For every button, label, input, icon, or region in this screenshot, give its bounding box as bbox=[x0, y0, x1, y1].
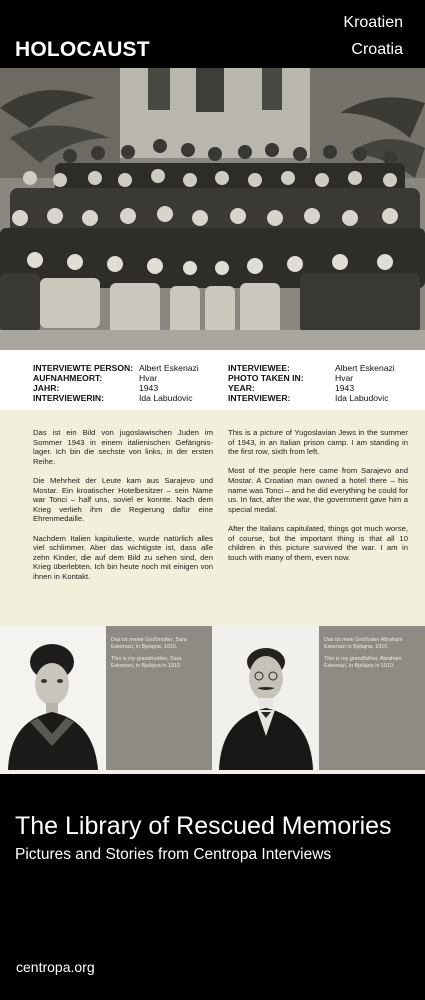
story-paragraph: After the Italians capitulated, things got much worse, of course, but the important thing is that all 10 children in this picture survived the war. I am in touch with many of them, even now. bbox=[228, 523, 408, 562]
caption-en: This is my grandmother, Sara Eskenazi, in Bjelajna in 1910. bbox=[111, 656, 182, 669]
story-section bbox=[0, 410, 425, 626]
grandfather-portrait bbox=[213, 626, 319, 770]
footer bbox=[0, 774, 425, 1000]
country-label-de: Kroatien bbox=[343, 14, 403, 31]
info-value: Hvar bbox=[139, 373, 158, 383]
story-paragraph: This is a picture of Yugoslavian Jews in the summer of 1943, in an Italian prison camp. I am standing in the first row, sixth from left. bbox=[228, 428, 408, 457]
story-paragraph: Most of the people here came from Sarajevo and Mostar. A Croatian man owned a hotel there – his name was Tonci – and he did everything he could for us. In fact, after the war, the government gave him a special medal. bbox=[228, 466, 408, 514]
website-link[interactable]: centropa.org bbox=[16, 959, 95, 975]
caption-de: Das ist mein Großvater Abraham Eskenazi in Bjelajna, 1910. bbox=[324, 637, 403, 650]
footer-subtitle: Pictures and Stories from Centropa Interviews bbox=[15, 846, 332, 863]
grandmother-caption bbox=[106, 626, 212, 770]
story-paragraph: Die Mehrheit der Leute kam aus Sarajevo und Mostar. Ein kroatischer Hotelbesitzer – sein Name war Tonci – half uns, soviel er konnte. Nach dem Krieg verlieh ihm die Regierung dafür eine Ehrenmedaille. bbox=[33, 475, 213, 524]
info-label: YEAR: bbox=[228, 383, 255, 393]
story-text-de bbox=[33, 428, 213, 591]
group-photo bbox=[0, 68, 425, 350]
info-value: Ida Labudovic bbox=[335, 393, 389, 403]
header bbox=[0, 0, 425, 68]
info-label: INTERVIEWTE PERSON: bbox=[33, 363, 134, 373]
info-label: AUFNAHMEORT: bbox=[33, 373, 103, 383]
info-label: JAHR: bbox=[33, 383, 60, 393]
info-value: 1943 bbox=[139, 383, 159, 393]
info-label: INTERVIEWER: bbox=[228, 393, 291, 403]
caption-de: Das ist meine Großmutter, Sara Eskenazi, in Bjelajna, 1910. bbox=[111, 637, 187, 650]
caption-en: This is my grandfather, Abraham Eskenazi, in Bjelajna in 1910. bbox=[324, 656, 402, 669]
grandfather-caption bbox=[319, 626, 425, 770]
story-paragraph: Nachdem Italien kapitulierte, wurde natürlich alles viel schlimmer. Aber das wichtigste ist, dass alle zehn Kinder, die auf dem Bild zu sehen sind, den Krieg überlebten. Ich bin heute noch mit einigen von ihnen in Kontakt. bbox=[33, 533, 213, 581]
info-value: Albert Eskenazi bbox=[335, 363, 395, 373]
info-value: Hvar bbox=[335, 373, 354, 383]
interview-info bbox=[0, 350, 425, 410]
footer-title: The Library of Rescued Memories bbox=[15, 812, 392, 840]
country-label-en: Croatia bbox=[351, 41, 403, 58]
story-text-en bbox=[228, 428, 408, 572]
page-title: HOLOCAUST bbox=[15, 38, 150, 61]
info-value: Ida Labudovic bbox=[139, 393, 193, 403]
info-label: PHOTO TAKEN IN: bbox=[228, 373, 304, 383]
grandmother-portrait bbox=[0, 626, 106, 770]
info-label: INTERVIEWERIN: bbox=[33, 393, 104, 403]
grandmother-portrait-image bbox=[0, 626, 106, 770]
grandfather-portrait-image bbox=[213, 626, 319, 770]
group-photo-image bbox=[0, 68, 425, 350]
story-paragraph: Das ist ein Bild von jugoslawischen Juden im Sommer 1943 in einem italienischen Gefängnis-lager. Ich bin die sechste von links, in der ersten Reihe. bbox=[33, 428, 213, 466]
info-value: Albert Eskenazi bbox=[139, 363, 199, 373]
info-label: INTERVIEWEE: bbox=[228, 363, 290, 373]
info-value: 1943 bbox=[335, 383, 355, 393]
portraits-section bbox=[0, 626, 425, 774]
